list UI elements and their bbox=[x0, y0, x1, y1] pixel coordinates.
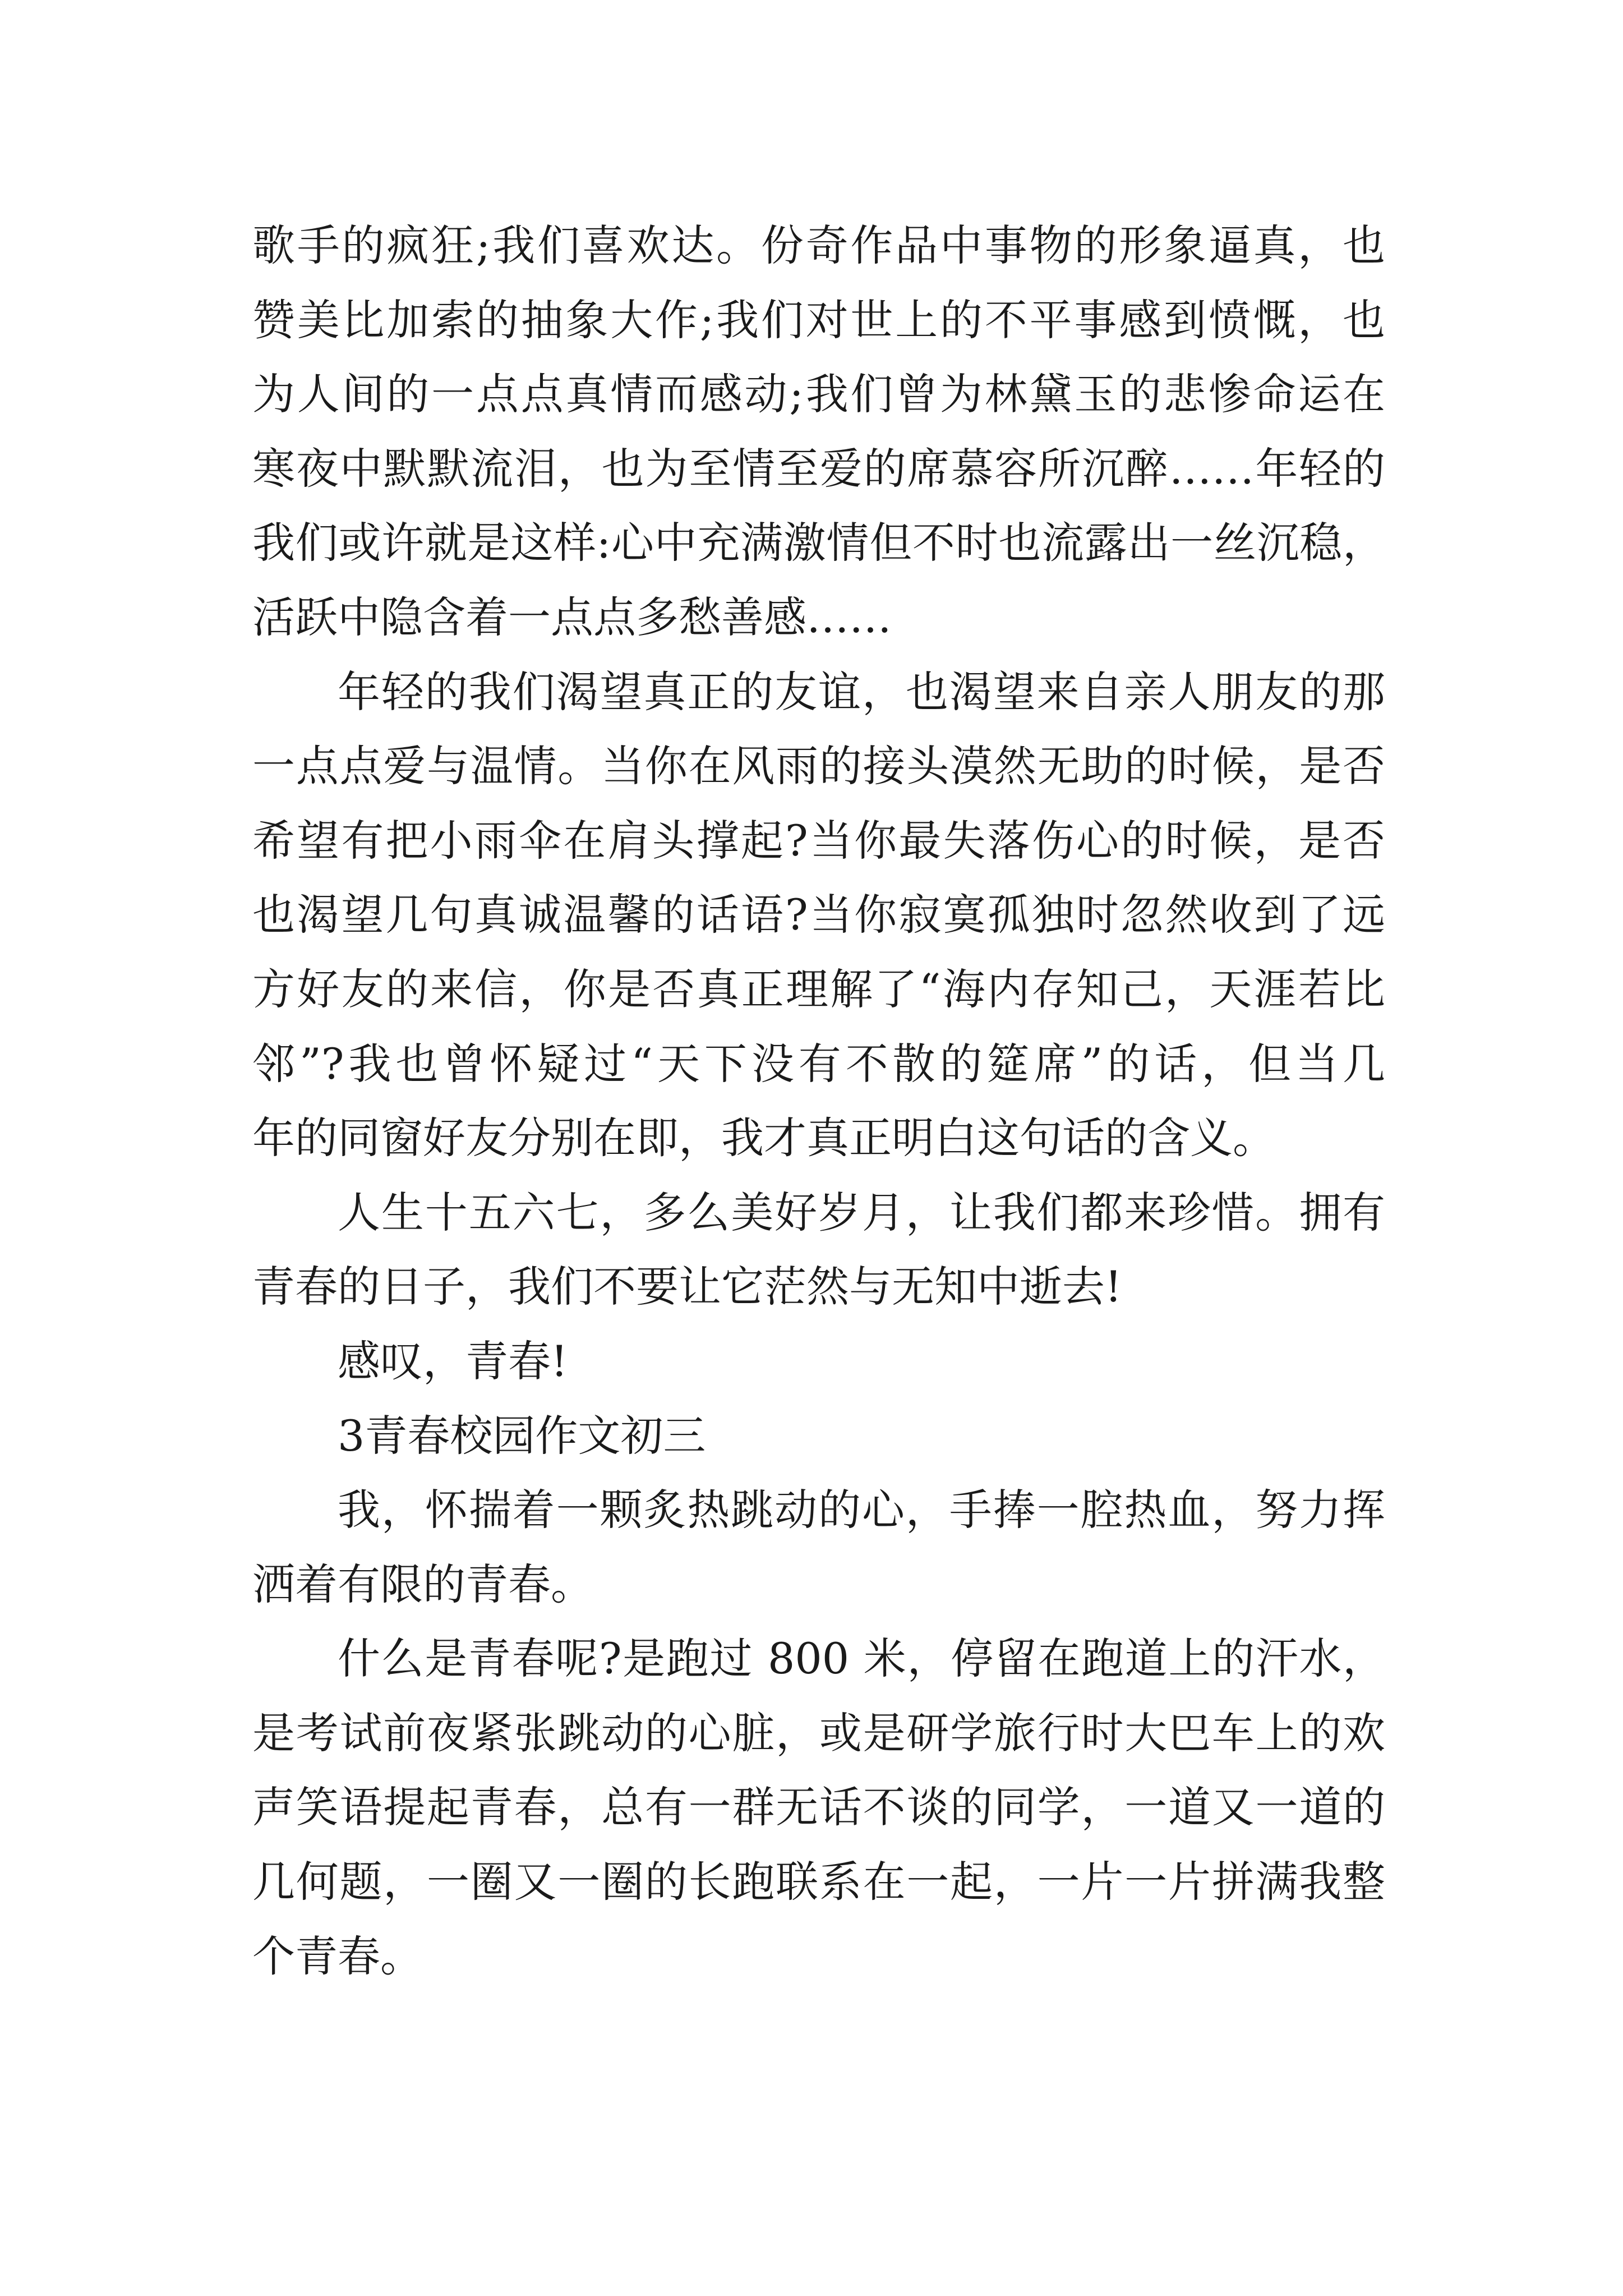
text-line: 希望有把小雨伞在肩头撑起?当你最失落伤心的时候，是否 bbox=[252, 815, 1385, 866]
text-line: 声笑语提起青春，总有一群无话不谈的同学，一道又一道的 bbox=[252, 1782, 1385, 1833]
section-heading: 3青春校园作文初三 bbox=[338, 1410, 706, 1461]
text-line: 为人间的一点点真情而感动;我们曾为林黛玉的悲惨命运在 bbox=[252, 369, 1385, 420]
text-line: 也渴望几句真诚温馨的话语?当你寂寞孤独时忽然收到了远 bbox=[252, 890, 1385, 940]
text-line: 个青春。 bbox=[252, 1931, 423, 1981]
text-line: 寒夜中默默流泪，也为至情至爱的席慕容所沉醉……年轻的 bbox=[252, 443, 1385, 494]
document-body bbox=[252, 209, 1385, 1994]
text-line: 几何题，一圈又一圈的长跑联系在一起，一片一片拼满我整 bbox=[252, 1857, 1385, 1907]
text-line: 是考试前夜紧张跳动的心脏，或是研学旅行时大巴车上的欢 bbox=[252, 1708, 1385, 1758]
paragraph-first-line: 什么是青春呢?是跑过 800 米，停留在跑道上的汗水， bbox=[338, 1634, 1385, 1684]
text-line: 方好友的来信，你是否真正理解了“海内存知己，天涯若比 bbox=[252, 964, 1385, 1014]
paragraph-first-line: 我，怀揣着一颗炙热跳动的心，手捧一腔热血，努力挥 bbox=[338, 1485, 1385, 1535]
text-line: 一点点爱与温情。当你在风雨的接头漠然无助的时候，是否 bbox=[252, 741, 1385, 792]
paragraph-first-line: 年轻的我们渴望真正的友谊，也渴望来自亲人朋友的那 bbox=[338, 666, 1385, 717]
paragraph-first-line: 感叹，青春! bbox=[338, 1336, 568, 1386]
paragraph-first-line: 人生十五六七，多么美好岁月，让我们都来珍惜。拥有 bbox=[338, 1187, 1385, 1237]
text-line: 赞美比加索的抽象大作;我们对世上的不平事感到愤慨，也 bbox=[252, 295, 1385, 345]
text-line: 洒着有限的青春。 bbox=[252, 1559, 593, 1609]
text-line: 歌手的疯狂;我们喜欢达。份奇作品中事物的形象逼真，也 bbox=[252, 220, 1385, 270]
text-line: 年的同窗好友分别在即，我才真正明白这句话的含义。 bbox=[252, 1113, 1275, 1163]
text-line: 我们或许就是这样:心中充满激情但不时也流露出一丝沉稳， bbox=[252, 518, 1385, 568]
text-line: 邻”?我也曾怀疑过“天下没有不散的筵席”的话，但当几 bbox=[252, 1038, 1385, 1089]
text-line: 活跃中隐含着一点点多愁善感…… bbox=[252, 592, 892, 642]
text-line: 青春的日子，我们不要让它茫然与无知中逝去! bbox=[252, 1262, 1122, 1312]
